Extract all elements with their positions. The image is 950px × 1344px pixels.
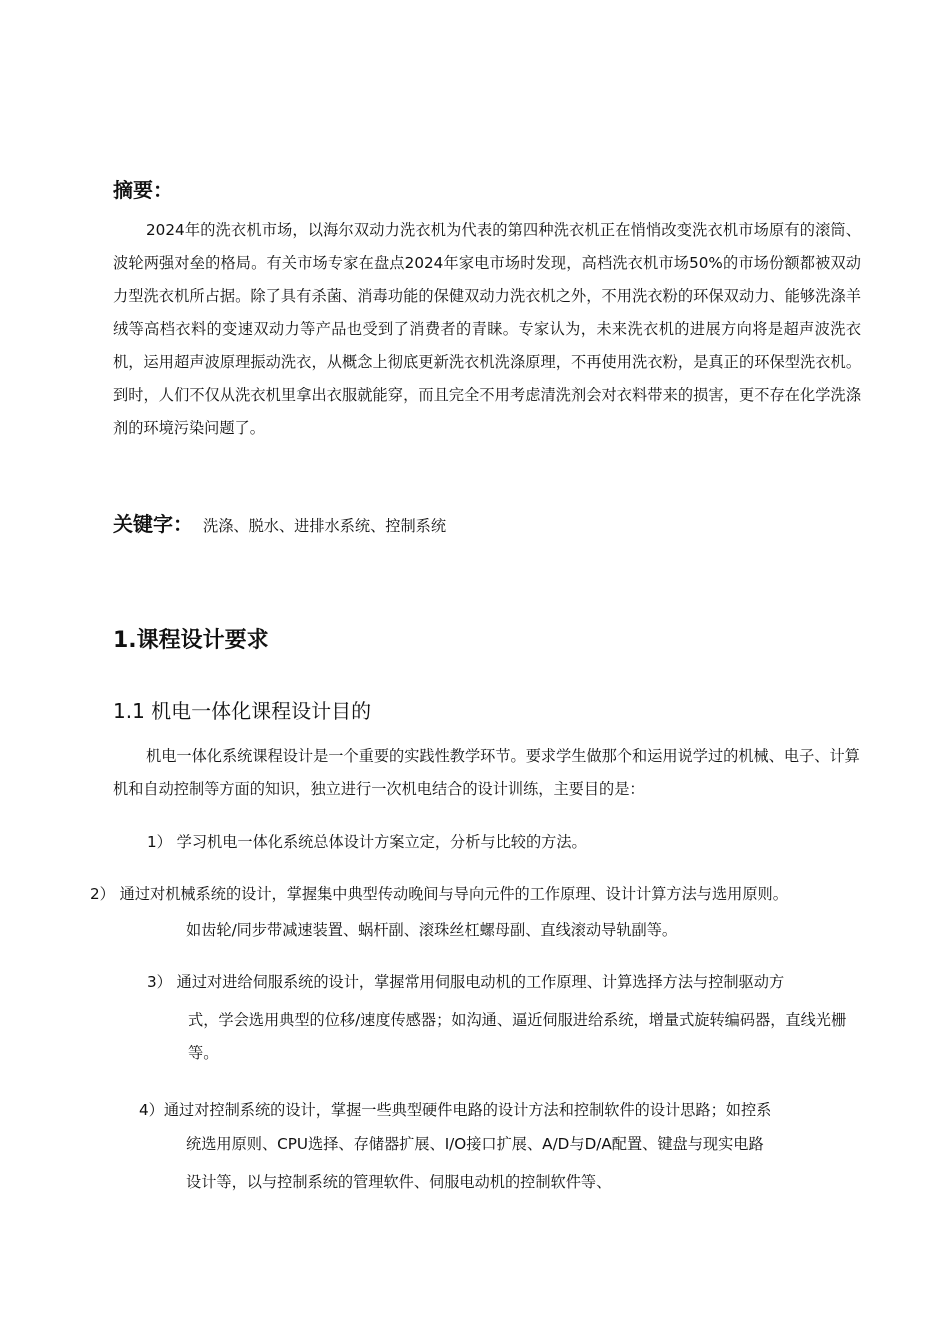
abstract-heading: 摘要： [113, 178, 173, 202]
keywords-row [113, 508, 446, 537]
list-item-3: 3） 通过对进给伺服系统的设计，掌握常用伺服电动机的工作原理、计算选择方法与控制驱动方 [147, 973, 785, 991]
keywords-label: 关键字： [113, 512, 193, 536]
subsection-intro: 机电一体化系统课程设计是一个重要的实践性教学环节。要求学生做那个和运用说学过的机械、电子、计算机和自动控制等方面的知识，独立进行一次机电结合的设计训练，主要目的是： [113, 747, 860, 798]
subsection-title: 1.1 机电一体化课程设计目的 [113, 699, 372, 723]
list-item-2: 2） 通过对机械系统的设计，掌握集中典型传动晚间与导向元件的工作原理、设计计算方法与选用原则。 [90, 885, 788, 903]
list-item-4-continued-2: 设计等，以与控制系统的管理软件、伺服电动机的控制软件等、 [186, 1173, 612, 1191]
abstract-body: 2024年的洗衣机市场，以海尔双动力洗衣机为代表的第四种洗衣机正在悄悄改变洗衣机市场原有的滚筒、波轮两强对垒的格局。有关市场专家在盘点2024年家电市场时发现，高档洗衣机市场50%的市场份额都被双动力型洗衣机所占据。除了具有杀菌、消毒功能的保健双动力洗衣机之外，不用洗衣粉的环保双动力、能够洗涤羊绒等高档衣料的变速双动力等产品也受到了消费者的青睐。专家认为，未来洗衣机的进展方向将是超声波洗衣机，运用超声波原理振动洗衣，从概念上彻底更新洗衣机洗涤原理，不再使用洗衣粉，是真正的环保型洗衣机。到时，人们不仅从洗衣机里拿出衣服就能穿，而且完全不用考虑清洗剂会对衣料带来的损害，更不存在化学洗涤剂的环境污染问题了。 [113, 221, 861, 437]
list-item-2-continued: 如齿轮/同步带减速装置、蜗杆副、滚珠丝杠螺母副、直线滚动导轨副等。 [186, 921, 678, 939]
list-item-4-continued: 统选用原则、CPU选择、存储器扩展、I/O接口扩展、A/D与D/A配置、键盘与现实电路 [186, 1135, 764, 1153]
list-item-1: 1） 学习机电一体化系统总体设计方案立定，分析与比较的方法。 [147, 833, 587, 851]
list-item-4: 4）通过对控制系统的设计，掌握一些典型硬件电路的设计方法和控制软件的设计思路；如控系 [139, 1101, 772, 1119]
list-item-3-continued: 式，学会选用典型的位移/速度传感器；如沟通、逼近伺服进给系统，增量式旋转编码器，直线光栅等。 [188, 1011, 847, 1062]
keywords-text: 洗涤、脱水、进排水系统、控制系统 [203, 517, 446, 535]
section-title: 1.课程设计要求 [113, 628, 269, 653]
